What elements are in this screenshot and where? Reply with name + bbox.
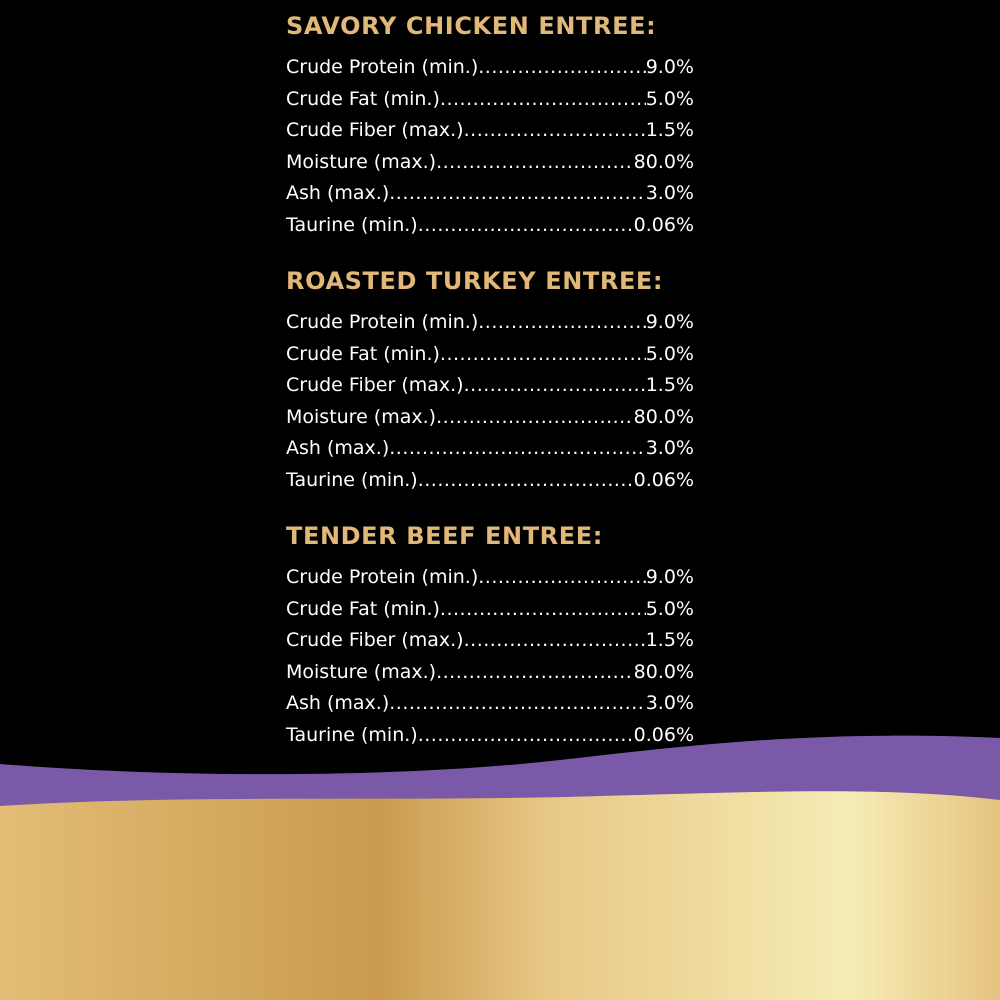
nutrient-label: Crude Fat (min.) — [286, 597, 440, 620]
dot-leader — [464, 625, 646, 657]
dot-leader — [389, 433, 645, 465]
section-tender-beef — [286, 518, 706, 751]
dot-leader — [436, 657, 634, 689]
section-title: ROASTED TURKEY ENTREE: — [286, 267, 664, 295]
nutrient-value: 9.0% — [645, 56, 694, 78]
nutrient-row-crude-fat — [286, 339, 694, 371]
nutrient-value: 9.0% — [645, 311, 694, 333]
nutrient-label: Taurine (min.) — [286, 468, 418, 491]
nutrient-value: 0.06% — [633, 213, 694, 236]
nutrient-row-moisture — [286, 402, 694, 434]
dot-leader — [440, 339, 646, 371]
nutrient-label: Ash (max.) — [286, 437, 390, 459]
nutrient-value: 9.0% — [645, 566, 694, 588]
nutrient-row-moisture — [286, 657, 694, 689]
dot-leader — [464, 370, 646, 402]
nutrient-value: 80.0% — [633, 660, 694, 683]
nutrient-list — [286, 52, 706, 241]
nutrient-value: 3.0% — [645, 692, 694, 714]
nutrient-label: Ash (max.) — [286, 692, 390, 714]
dot-leader — [436, 147, 634, 179]
section-savory-chicken — [286, 8, 706, 241]
nutrient-label: Crude Fiber (max.) — [286, 374, 464, 396]
dot-leader — [478, 52, 645, 84]
nutrient-list — [286, 307, 706, 496]
dot-leader — [418, 210, 634, 242]
nutrient-value: 80.0% — [633, 150, 694, 173]
nutrient-row-moisture — [286, 147, 694, 179]
nutrient-value: 1.5% — [645, 119, 694, 141]
dot-leader — [389, 178, 645, 210]
dot-leader — [464, 115, 646, 147]
nutrient-label: Crude Protein (min.) — [286, 566, 479, 588]
nutrient-row-crude-fat — [286, 594, 694, 626]
nutrient-row-ash — [286, 178, 694, 210]
section-roasted-turkey — [286, 263, 706, 496]
nutrient-value: 0.06% — [633, 723, 694, 746]
nutrient-label: Crude Fiber (max.) — [286, 119, 464, 141]
nutrient-row-crude-protein — [286, 307, 694, 339]
nutrient-label: Crude Protein (min.) — [286, 311, 479, 333]
dot-leader — [478, 562, 645, 594]
nutrient-row-crude-protein — [286, 562, 694, 594]
nutrient-row-crude-fat — [286, 84, 694, 116]
dot-leader — [440, 594, 646, 626]
analysis-content — [286, 8, 706, 751]
nutrient-row-ash — [286, 433, 694, 465]
nutrient-value: 5.0% — [645, 342, 694, 365]
nutrient-label: Taurine (min.) — [286, 213, 418, 236]
nutrient-row-taurine — [286, 210, 694, 242]
section-title: TENDER BEEF ENTREE: — [286, 522, 603, 550]
nutrient-value: 3.0% — [645, 437, 694, 459]
nutrient-label: Moisture (max.) — [286, 660, 437, 683]
nutrient-row-crude-fiber — [286, 625, 694, 657]
nutrient-label: Taurine (min.) — [286, 723, 418, 746]
nutrient-label: Crude Fiber (max.) — [286, 629, 464, 651]
nutrient-value: 80.0% — [633, 405, 694, 428]
nutrient-label: Ash (max.) — [286, 182, 390, 204]
nutrient-row-crude-fiber — [286, 370, 694, 402]
nutrient-row-taurine — [286, 465, 694, 497]
nutrient-value: 1.5% — [645, 629, 694, 651]
section-title: SAVORY CHICKEN ENTREE: — [286, 12, 657, 40]
nutrient-value: 5.0% — [645, 597, 694, 620]
nutrient-row-ash — [286, 688, 694, 720]
dot-leader — [418, 465, 634, 497]
decorative-wave-footer — [0, 730, 1000, 1000]
nutrient-label: Moisture (max.) — [286, 150, 437, 173]
nutrient-value: 1.5% — [645, 374, 694, 396]
dot-leader — [440, 84, 646, 116]
gold-band — [0, 791, 1000, 1000]
nutrient-value: 3.0% — [645, 182, 694, 204]
dot-leader — [478, 307, 645, 339]
dot-leader — [389, 688, 645, 720]
nutrient-label: Crude Protein (min.) — [286, 56, 479, 78]
nutrient-label: Moisture (max.) — [286, 405, 437, 428]
nutrient-row-crude-protein — [286, 52, 694, 84]
dot-leader — [436, 402, 634, 434]
nutrient-label: Crude Fat (min.) — [286, 342, 440, 365]
nutrient-list — [286, 562, 706, 751]
nutrient-row-crude-fiber — [286, 115, 694, 147]
nutrient-label: Crude Fat (min.) — [286, 87, 440, 110]
nutrient-value: 0.06% — [633, 468, 694, 491]
nutrient-value: 5.0% — [645, 87, 694, 110]
